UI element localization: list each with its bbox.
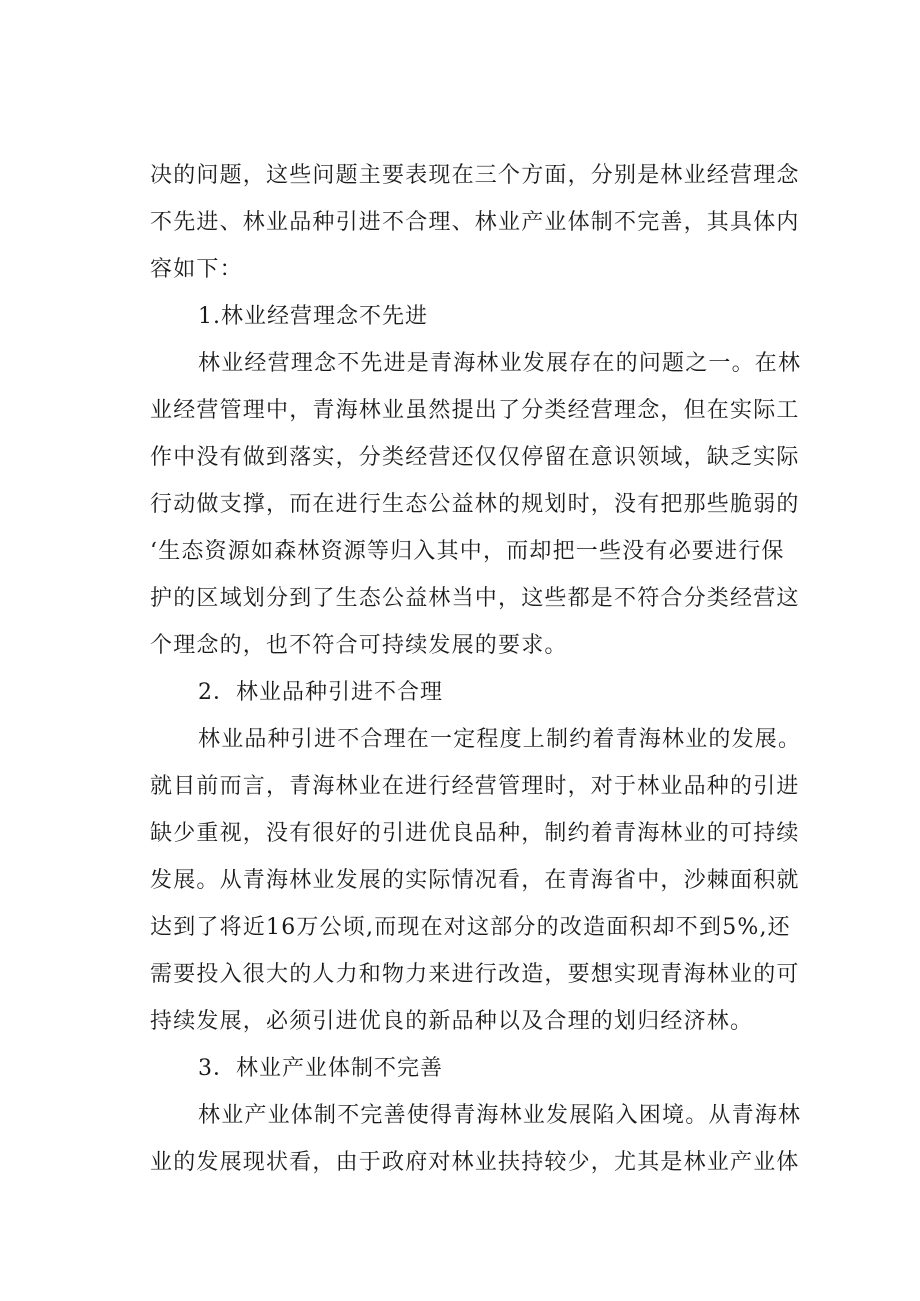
paragraph-line: 业经营管理中，青海林业虽然提出了分类经营理念，但在实际工 <box>150 398 800 423</box>
paragraph-line: 护的区域划分到了生态公益林当中，这些都是不符合分类经营这 <box>150 586 800 611</box>
paragraph-line: 达到了将近16万公顷,而现在对这部分的改造面积却不到5%,还 <box>150 915 791 940</box>
paragraph-line: 行动做支撑，而在进行生态公益林的规划时，没有把那些脆弱的 <box>150 492 800 517</box>
section-heading-3: 3．林业产业体制不完善 <box>198 1056 443 1081</box>
section-heading-2: 2．林业品种引进不合理 <box>198 680 443 705</box>
paragraph-line: 持续发展，必须引进优良的新品种以及合理的划归经济林。 <box>150 1009 754 1034</box>
paragraph-line: 林业经营理念不先进是青海林业发展存在的问题之一。在林 <box>198 351 802 376</box>
paragraph-line: 不先进、林业品种引进不合理、林业产业体制不完善，其具体内 <box>150 210 800 235</box>
paragraph-line: 缺少重视，没有很好的引进优良品种，制约着青海林业的可持续 <box>150 821 800 846</box>
paragraph-line: 发展。从青海林业发展的实际情况看，在青海省中，沙棘面积就 <box>150 868 800 893</box>
paragraph-line: 业的发展现状看，由于政府对林业扶持较少，尤其是林业产业体 <box>150 1150 800 1175</box>
paragraph-line: 就目前而言，青海林业在进行经营管理时，对于林业品种的引进 <box>150 774 800 799</box>
section-heading-1: 1.林业经营理念不先进 <box>198 304 428 329</box>
paragraph-line: 林业产业体制不完善使得青海林业发展陷入困境。从青海林 <box>198 1103 802 1128</box>
paragraph-line: ‘生态资源如森林资源等归入其中，而却把一些没有必要进行保 <box>150 539 785 564</box>
paragraph-line: 个理念的，也不符合可持续发展的要求。 <box>150 633 568 658</box>
paragraph-line: 林业品种引进不合理在一定程度上制约着青海林业的发展。 <box>198 727 802 752</box>
paragraph-line: 需要投入很大的人力和物力来进行改造，要想实现青海林业的可 <box>150 962 800 987</box>
document-body <box>150 152 810 1186</box>
paragraph-line: 容如下： <box>150 257 243 282</box>
paragraph-line: 作中没有做到落实，分类经营还仅仅停留在意识领域，缺乏实际 <box>150 445 800 470</box>
paragraph-line: 决的问题，这些问题主要表现在三个方面，分别是林业经营理念 <box>150 163 800 188</box>
